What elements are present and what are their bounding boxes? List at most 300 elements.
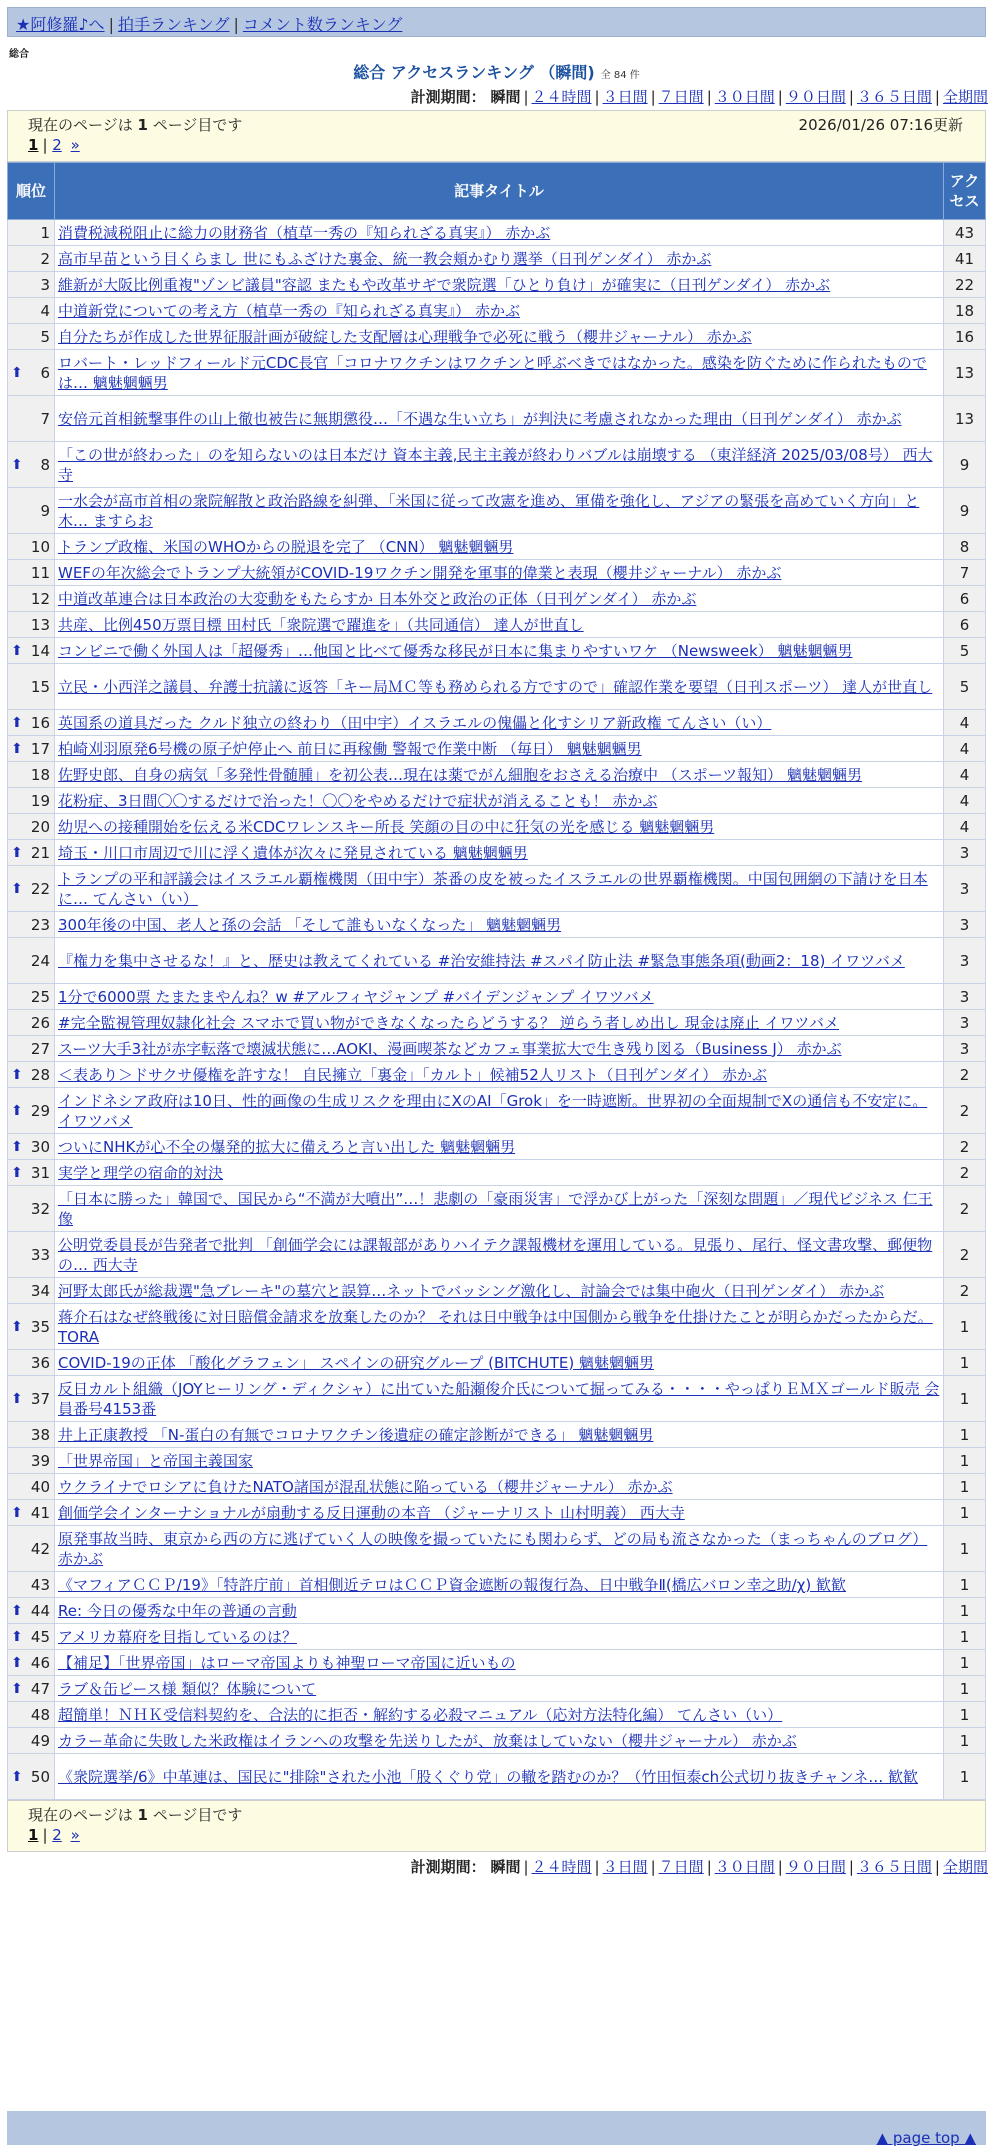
title-cell	[55, 1088, 944, 1134]
rank-number: 37	[30, 1389, 50, 1408]
rank-number: 13	[30, 615, 50, 634]
access-count: 3	[944, 984, 986, 1010]
table-row	[8, 488, 986, 534]
period-label: 計測期間：	[410, 88, 486, 106]
period-link-30d[interactable]: ３０日間	[714, 1858, 775, 1876]
article-link[interactable]: 創価学会インターナショナルが扇動する反日運動の本音 （ジャーナリスト 山村明義） 西大寺	[58, 1503, 685, 1522]
article-link[interactable]: 中道改革連合は日本政治の大変動をもたらすか 日本外交と政治の正体（日刊ゲンダイ） 赤かぶ	[58, 589, 697, 608]
article-link[interactable]: 安倍元首相銃撃事件の山上徹也被告に無期懲役…「不遇な生い立ち」が判決に考慮されなかった理由（日刊ゲンダイ） 赤かぶ	[58, 409, 902, 428]
rank-cell	[8, 220, 55, 246]
access-count: 3	[944, 912, 986, 938]
pager-page-2[interactable]: 2	[52, 136, 62, 154]
col-rank: 順位	[8, 163, 55, 220]
table-row	[8, 1422, 986, 1448]
table-row	[8, 1728, 986, 1754]
article-link[interactable]: 井上正康教授 「N-蛋白の有無でコロナワクチン後遺症の確定診断ができる」 魑魅魍魎男	[58, 1425, 654, 1444]
access-count: 1	[944, 1474, 986, 1500]
table-row	[8, 1278, 986, 1304]
rank-number: 8	[40, 455, 50, 474]
period-link-3d[interactable]: ３日間	[602, 88, 648, 106]
page-info-bottom	[7, 1800, 986, 1852]
title-cell	[55, 612, 944, 638]
rank-number: 34	[30, 1281, 50, 1300]
period-selector-top: 計測期間： 瞬間 | ２４時間 | ３日間 | ７日間 | ３０日間 | ９０日間 | ３６５日間 | 全期間	[410, 88, 988, 106]
rank-number: 39	[30, 1451, 50, 1470]
rank-number: 10	[30, 537, 50, 556]
rank-cell	[8, 866, 55, 912]
up-arrow-icon: ⬆	[11, 1680, 23, 1697]
rank-number: 45	[30, 1627, 50, 1646]
article-link[interactable]: ウクライナでロシアに負けたNATO諸国が混乱状態に陥っている（櫻井ジャーナル） 赤かぶ	[58, 1477, 673, 1496]
table-row	[8, 1186, 986, 1232]
rank-cell	[8, 984, 55, 1010]
title-cell	[55, 396, 944, 442]
access-count: 16	[944, 324, 986, 350]
page-status-num: 1	[137, 1806, 148, 1824]
rank-number: 4	[40, 301, 50, 320]
pager-current: 1	[28, 1826, 39, 1844]
table-row	[8, 246, 986, 272]
rank-number: 26	[30, 1013, 50, 1032]
article-link[interactable]: 【補足】「世界帝国」はローマ帝国よりも神聖ローマ帝国に近いもの	[58, 1653, 516, 1672]
pager-page-2[interactable]: 2	[52, 1826, 62, 1844]
table-row	[8, 324, 986, 350]
pager-next[interactable]: »	[70, 1826, 80, 1844]
table-row	[8, 912, 986, 938]
rank-number: 24	[30, 951, 50, 970]
rank-number: 42	[30, 1539, 50, 1558]
access-count: 18	[944, 298, 986, 324]
title-cell	[55, 220, 944, 246]
article-link[interactable]: 一水会が高市首相の衆院解散と政治路線を糾弾、「米国に従って改憲を進め、軍備を強化し、アジアの緊張を高めていく方向」と木… ますらお	[58, 491, 920, 530]
rank-cell	[8, 272, 55, 298]
access-count: 1	[944, 1624, 986, 1650]
article-link[interactable]: WEFの年次総会でトランプ大統領がCOVID-19ワクチン開発を軍事的偉業と表現（櫻井ジャーナル） 赤かぶ	[58, 563, 782, 582]
period-link-30d[interactable]: ３０日間	[714, 88, 775, 106]
page-status-num: 1	[137, 116, 148, 134]
up-arrow-icon: ⬆	[11, 1138, 23, 1155]
total-count: 全 84 件	[600, 70, 640, 81]
table-row	[8, 1304, 986, 1350]
article-link[interactable]: 『権力を集中させるな！』と、歴史は教えてくれている #治安維持法 #スパイ防止法 #緊急事態条項(動画2：18) イワツバメ	[58, 951, 905, 970]
page-top-link[interactable]: ▲ page top ▲	[876, 2129, 976, 2147]
rank-cell	[8, 1278, 55, 1304]
page-status-text: 現在のページは	[28, 116, 133, 134]
access-count: 1	[944, 1304, 986, 1350]
table-row	[8, 1448, 986, 1474]
page-status-suffix: ページ目です	[152, 116, 243, 134]
rank-cell	[8, 1754, 55, 1800]
table-row	[8, 1134, 986, 1160]
rank-cell	[8, 442, 55, 488]
access-count: 7	[944, 560, 986, 586]
table-row	[8, 586, 986, 612]
breadcrumb: 総合	[9, 49, 29, 60]
access-count: 4	[944, 814, 986, 840]
title-cell	[55, 488, 944, 534]
article-link[interactable]: 蒋介石はなぜ終戦後に対日賠償金請求を放棄したのか？ それは日中戦争は中国側から戦争を仕掛けたことが明らかだったからだ。 TORA	[58, 1307, 933, 1346]
article-link[interactable]: 立民・小西洋之議員、弁護士抗議に返答「キー局ＭＣ等も務められる方ですので」確認作業を要望（日刊スポーツ） 達人が世直し	[58, 677, 933, 696]
article-link[interactable]: 消費税減税阻止に総力の財務省（植草一秀の『知られざる真実』） 赤かぶ	[58, 223, 551, 242]
article-link[interactable]: ＜表あり＞ドサクサ優権を許すな！ 自民擁立「裏金」「カルト」候補52人リスト（日刊ゲンダイ） 赤かぶ	[58, 1065, 768, 1084]
rank-cell	[8, 1134, 55, 1160]
pager-top: 1 | 2 »	[28, 136, 80, 154]
article-link[interactable]: カラー革命に失敗した米政権はイランへの攻撃を先送りしたが、放棄はしていない（櫻井ジャーナル） 赤かぶ	[58, 1731, 797, 1750]
rank-cell	[8, 814, 55, 840]
rank-number: 16	[30, 713, 50, 732]
pager-current: 1	[28, 136, 39, 154]
up-arrow-icon: ⬆	[11, 1504, 23, 1521]
table-row	[8, 1474, 986, 1500]
table-row	[8, 1676, 986, 1702]
period-link-24h[interactable]: ２４時間	[531, 1858, 592, 1876]
table-row	[8, 1160, 986, 1186]
access-count: 1	[944, 1702, 986, 1728]
rank-number: 28	[30, 1065, 50, 1084]
table-row	[8, 220, 986, 246]
table-row	[8, 1376, 986, 1422]
access-count: 1	[944, 1526, 986, 1572]
rank-cell	[8, 1304, 55, 1350]
access-count: 1	[944, 1598, 986, 1624]
article-link[interactable]: 300年後の中国、老人と孫の会話 「そして誰もいなくなった」 魑魅魍魎男	[58, 915, 562, 934]
title-cell	[55, 984, 944, 1010]
up-arrow-icon: ⬆	[11, 456, 23, 473]
access-count: 2	[944, 1062, 986, 1088]
table-row	[8, 736, 986, 762]
access-count: 2	[944, 1186, 986, 1232]
title-cell	[55, 586, 944, 612]
table-row	[8, 534, 986, 560]
rank-cell	[8, 1572, 55, 1598]
rank-cell	[8, 324, 55, 350]
article-link[interactable]: 佐野史郎、自身の病気「多発性骨髄腫」を初公表…現在は薬でがん細胞をおさえる治療中 （スポーツ報知） 魑魅魍魎男	[58, 765, 862, 784]
access-count: 1	[944, 1422, 986, 1448]
article-link[interactable]: 共産、比例450万票目標 田村氏「衆院選で躍進を」（共同通信） 達人が世直し	[58, 615, 584, 634]
pager-next[interactable]: »	[70, 136, 80, 154]
ranking-table	[7, 162, 986, 1800]
table-row	[8, 442, 986, 488]
article-link[interactable]: 埼玉・川口市周辺で川に浮く遺体が次々に発見されている 魑魅魍魎男	[58, 843, 528, 862]
table-row	[8, 396, 986, 442]
title-cell	[55, 1376, 944, 1422]
access-count: 4	[944, 736, 986, 762]
article-link[interactable]: コンビニで働く外国人は「超優秀」…他国と比べて優秀な移民が日本に集まりやすいワケ （Newsweek） 魑魅魍魎男	[58, 641, 853, 660]
rank-cell	[8, 1448, 55, 1474]
article-link[interactable]: 高市早苗という目くらまし 世にもふざけた裏金、統一教会頬かむり選挙（日刊ゲンダイ） 赤かぶ	[58, 249, 712, 268]
period-link-3d[interactable]: ３日間	[602, 1858, 648, 1876]
article-link[interactable]: ついにNHKが心不全の爆発的拡大に備えろと言い出した 魑魅魍魎男	[58, 1137, 516, 1156]
rank-cell	[8, 1186, 55, 1232]
title-cell	[55, 1754, 944, 1800]
access-count: 1	[944, 1350, 986, 1376]
article-link[interactable]: 1分で6000票 たまたまやんね？w #アルフィヤジャンプ #バイデンジャンプ イワツバメ	[58, 987, 654, 1006]
article-link[interactable]: 自分たちが作成した世界征服計画が破綻した支配層は心理戦争で必死に戦う（櫻井ジャーナル） 赤かぶ	[58, 327, 752, 346]
article-link[interactable]: スーツ大手3社が赤字転落で壊滅状態に…AOKI、漫画喫茶などカフェ事業拡大で生き残り図る（Business J） 赤かぶ	[58, 1039, 842, 1058]
up-arrow-icon: ⬆	[11, 714, 23, 731]
table-row	[8, 1624, 986, 1650]
up-arrow-icon: ⬆	[11, 364, 23, 381]
table-row	[8, 664, 986, 710]
rank-number: 21	[30, 843, 50, 862]
title-cell	[55, 664, 944, 710]
rank-number: 32	[30, 1199, 50, 1218]
rank-cell	[8, 1160, 55, 1186]
article-link[interactable]: 原発事故当時、東京から西の方に逃げていく人の映像を撮っていたにも関わらず、どの局も流さなかった（まっちゃんのブログ） 赤かぶ	[58, 1529, 928, 1568]
table-row	[8, 1572, 986, 1598]
page-status-text: 現在のページは	[28, 1806, 133, 1824]
title-cell	[55, 1624, 944, 1650]
title-cell	[55, 762, 944, 788]
title-cell	[55, 1728, 944, 1754]
title-cell	[55, 1010, 944, 1036]
access-count: 1	[944, 1500, 986, 1526]
rank-number: 29	[30, 1101, 50, 1120]
rank-cell	[8, 1598, 55, 1624]
period-current: 瞬間	[490, 1858, 521, 1876]
title-cell	[55, 912, 944, 938]
article-link[interactable]: ラブ＆缶ピース様 類似？体験について	[58, 1679, 317, 1698]
table-row	[8, 1036, 986, 1062]
title-cell	[55, 1422, 944, 1448]
nav-link-comment-ranking[interactable]: コメント数ランキング	[242, 15, 403, 34]
period-link-365d[interactable]: ３６５日間	[856, 88, 932, 106]
article-link[interactable]: 河野太郎氏が総裁選"急ブレーキ"の墓穴と誤算…ネットでバッシング激化し、討論会では集中砲火（日刊ゲンダイ） 赤かぶ	[58, 1281, 885, 1300]
rank-number: 43	[30, 1575, 50, 1594]
title-cell	[55, 710, 944, 736]
access-count: 4	[944, 762, 986, 788]
title-cell	[55, 788, 944, 814]
rank-cell	[8, 788, 55, 814]
rank-number: 25	[30, 987, 50, 1006]
table-row	[8, 788, 986, 814]
rank-cell	[8, 1088, 55, 1134]
period-link-90d[interactable]: ９０日間	[785, 1858, 846, 1876]
title-cell	[55, 272, 944, 298]
period-link-7d[interactable]: ７日間	[658, 88, 704, 106]
access-count: 1	[944, 1448, 986, 1474]
up-arrow-icon: ⬆	[11, 740, 23, 757]
title-cell	[55, 938, 944, 984]
title-cell	[55, 350, 944, 396]
title-cell	[55, 1278, 944, 1304]
access-count: 3	[944, 1036, 986, 1062]
article-link[interactable]: 公明党委員長が告発者で批判 「創価学会には課報部がありハイテク課報機材を運用している。見張り、尾行、怪文書攻撃、郵便物の… 西大寺	[58, 1235, 933, 1274]
table-row	[8, 638, 986, 664]
article-link[interactable]: COVID-19の正体 「酸化グラフェン」 スペインの研究グループ (BITCHUTE) 魑魅魍魎男	[58, 1353, 654, 1372]
up-arrow-icon: ⬆	[11, 1390, 23, 1407]
access-count: 1	[944, 1754, 986, 1800]
title-cell	[55, 324, 944, 350]
rank-cell	[8, 560, 55, 586]
access-count: 8	[944, 534, 986, 560]
pager-bottom: 1 | 2 »	[28, 1826, 80, 1844]
up-arrow-icon: ⬆	[11, 880, 23, 897]
up-arrow-icon: ⬆	[11, 1628, 23, 1645]
article-link[interactable]: 超簡単！ＮＨＫ受信料契約を、合法的に拒否・解約する必殺マニュアル（応対方法特化編） てんさい（い）	[58, 1705, 783, 1724]
page-title	[0, 60, 993, 83]
rank-number: 19	[30, 791, 50, 810]
title-cell	[55, 1598, 944, 1624]
access-count: 2	[944, 1278, 986, 1304]
table-row	[8, 1062, 986, 1088]
up-arrow-icon: ⬆	[11, 1318, 23, 1335]
rank-number: 7	[40, 409, 50, 428]
access-count: 2	[944, 1134, 986, 1160]
rank-cell	[8, 1422, 55, 1448]
title-cell	[55, 736, 944, 762]
access-count: 1	[944, 1572, 986, 1598]
title-cell	[55, 1134, 944, 1160]
rank-number: 17	[30, 739, 50, 758]
title-cell	[55, 1676, 944, 1702]
nav-link-applause-ranking[interactable]: 拍手ランキング	[117, 15, 230, 34]
period-link-24h[interactable]: ２４時間	[531, 88, 592, 106]
period-link-365d[interactable]: ３６５日間	[856, 1858, 932, 1876]
title-cell	[55, 298, 944, 324]
article-link[interactable]: #完全監視管理奴隷化社会 スマホで買い物ができなくなったらどうする？ 逆らう者しめ出し 現金は廃止 イワツバメ	[58, 1013, 840, 1032]
page-title-text: 総合 アクセスランキング （瞬間)	[353, 63, 595, 82]
rank-number: 49	[30, 1731, 50, 1750]
rank-cell	[8, 1062, 55, 1088]
access-count: 2	[944, 1232, 986, 1278]
access-count: 3	[944, 1010, 986, 1036]
period-link-all[interactable]: 全期間	[942, 88, 988, 106]
access-count: 1	[944, 1676, 986, 1702]
rank-cell	[8, 1350, 55, 1376]
table-row	[8, 272, 986, 298]
article-link[interactable]: ロバート・レッドフィールド元CDC長官「コロナワクチンはワクチンと呼ぶべきではなかった。感染を防ぐために作られたものでは… 魑魅魍魎男	[58, 353, 927, 392]
rank-number: 44	[30, 1601, 50, 1620]
col-title: 記事タイトル	[55, 163, 944, 220]
article-link[interactable]: 幼児への接種開始を伝える米CDCワレンスキー所長 笑顔の目の中に狂気の光を感じる 魑魅魍魎男	[58, 817, 715, 836]
up-arrow-icon: ⬆	[11, 844, 23, 861]
title-cell	[55, 1572, 944, 1598]
title-cell	[55, 246, 944, 272]
article-link[interactable]: 英国系の道具だった クルド独立の終わり（田中宇）イスラエルの傀儡と化すシリア新政権 てんさい（い）	[58, 713, 772, 732]
period-link-all[interactable]: 全期間	[942, 1858, 988, 1876]
period-current: 瞬間	[490, 88, 521, 106]
rank-cell	[8, 710, 55, 736]
rank-number: 47	[30, 1679, 50, 1698]
rank-number: 14	[30, 641, 50, 660]
article-link[interactable]: 中道新党についての考え方（植草一秀の『知られざる真実』） 赤かぶ	[58, 301, 520, 320]
table-row	[8, 1526, 986, 1572]
article-link[interactable]: Re: 今日の優秀な中年の普通の言動	[58, 1601, 297, 1620]
rank-cell	[8, 396, 55, 442]
title-cell	[55, 560, 944, 586]
period-selector-bottom: 計測期間： 瞬間 | ２４時間 | ３日間 | ７日間 | ３０日間 | ９０日間 | ３６５日間 | 全期間	[410, 1858, 988, 1876]
access-count: 3	[944, 840, 986, 866]
table-row	[8, 298, 986, 324]
rank-cell	[8, 1036, 55, 1062]
period-link-7d[interactable]: ７日間	[658, 1858, 704, 1876]
article-link[interactable]: 柏崎刈羽原発6号機の原子炉停止へ 前日に再稼働 警報で作業中断 （毎日） 魑魅魍魎男	[58, 739, 642, 758]
up-arrow-icon: ⬆	[11, 1066, 23, 1083]
table-row	[8, 1650, 986, 1676]
access-count: 3	[944, 866, 986, 912]
rank-number: 3	[40, 275, 50, 294]
table-row	[8, 1500, 986, 1526]
article-link[interactable]: アメリカ幕府を目指しているのは？	[58, 1627, 297, 1646]
nav-link-home[interactable]: ★阿修羅♪へ	[16, 15, 105, 34]
article-link[interactable]: 《衆院選挙/6》中革連は、国民に"排除"された小池「股くぐり党」の轍を踏むのか？（竹田恒泰ch公式切り抜きチャンネ… 歓歓	[58, 1767, 919, 1786]
table-row	[8, 1598, 986, 1624]
title-cell	[55, 534, 944, 560]
article-link[interactable]: 維新が大阪比例重複"ゾンビ議員"容認 またもや改革サギで衆院選「ひとり負け」が確実に（日刊ゲンダイ） 赤かぶ	[58, 275, 831, 294]
table-row	[8, 1350, 986, 1376]
table-row	[8, 1754, 986, 1800]
up-arrow-icon: ⬆	[11, 1768, 23, 1785]
rank-number: 11	[30, 563, 50, 582]
title-cell	[55, 1650, 944, 1676]
rank-cell	[8, 762, 55, 788]
article-link[interactable]: インドネシア政府は10日、性的画像の生成リスクを理由にXのAI「Grok」を一時遮断。世界初の全面規制でXの通信も不安定に。 イワツバメ	[58, 1091, 928, 1130]
rank-cell	[8, 1376, 55, 1422]
rank-cell	[8, 912, 55, 938]
rank-cell	[8, 350, 55, 396]
rank-number: 18	[30, 765, 50, 784]
access-count: 6	[944, 586, 986, 612]
period-link-90d[interactable]: ９０日間	[785, 88, 846, 106]
title-cell	[55, 442, 944, 488]
rank-number: 9	[40, 501, 50, 520]
article-link[interactable]: 実学と理学の宿命的対決	[58, 1163, 224, 1182]
table-row	[8, 1702, 986, 1728]
rank-cell	[8, 1624, 55, 1650]
rank-cell	[8, 638, 55, 664]
rank-cell	[8, 736, 55, 762]
rank-number: 1	[40, 223, 50, 242]
rank-cell	[8, 1702, 55, 1728]
rank-number: 48	[30, 1705, 50, 1724]
title-cell	[55, 1350, 944, 1376]
up-arrow-icon: ⬆	[11, 1654, 23, 1671]
top-nav-bar: ★阿修羅♪へ | 拍手ランキング | コメント数ランキング	[7, 7, 986, 37]
page-status	[28, 115, 965, 135]
article-link[interactable]: 反日カルト組織（JOYヒーリング・ディクシャ）に出ていた船瀬俊介氏について掘ってみる・・・・やっぱりＥＭＸゴールド販売 会員番号4153番	[58, 1379, 940, 1418]
rank-cell	[8, 840, 55, 866]
article-link[interactable]: 「この世が終わった」のを知らないのは日本だけ 資本主義,民主主義が終わりバブルは崩壊する （東洋経済 2025/03/08号） 西大寺	[58, 445, 933, 484]
access-count: 2	[944, 1088, 986, 1134]
access-count: 22	[944, 272, 986, 298]
title-cell	[55, 1448, 944, 1474]
title-cell	[55, 1304, 944, 1350]
rank-cell	[8, 488, 55, 534]
article-link[interactable]: トランプの平和評議会はイスラエル覇権機関（田中宇）茶番の皮を被ったイスラエルの世界覇権機関。中国包囲網の下請けを日本に… てんさい（い）	[58, 869, 928, 908]
title-cell	[55, 1186, 944, 1232]
rank-cell	[8, 534, 55, 560]
table-row	[8, 984, 986, 1010]
article-link[interactable]: 花粉症、3日間〇〇するだけで治った！〇〇をやめるだけで症状が消えることも！ 赤かぶ	[58, 791, 658, 810]
up-arrow-icon: ⬆	[11, 1102, 23, 1119]
period-label: 計測期間：	[410, 1858, 486, 1876]
title-cell	[55, 866, 944, 912]
table-row	[8, 1088, 986, 1134]
access-count: 41	[944, 246, 986, 272]
article-link[interactable]: 「世界帝国」と帝国主義国家	[58, 1451, 254, 1470]
rank-cell	[8, 246, 55, 272]
article-link[interactable]: 《マフィアＣＣＰ/19》「特許庁前」首相側近テロはＣＣＰ資金遮断の報復行為、日中戦争Ⅱ(橋広バロン幸之助/χ) 歓歓	[58, 1575, 847, 1594]
article-link[interactable]: 「日本に勝った」韓国で、国民から“不満が大噴出”…！悲劇の「豪雨災害」で浮かび上がった「深刻な問題」／現代ビジネス 仁王像	[58, 1189, 933, 1228]
up-arrow-icon: ⬆	[11, 1602, 23, 1619]
access-count: 2	[944, 1160, 986, 1186]
rank-number: 2	[40, 249, 50, 268]
article-link[interactable]: トランプ政権、米国のWHOからの脱退を完了 （CNN） 魑魅魍魎男	[58, 537, 514, 556]
access-count: 1	[944, 1728, 986, 1754]
title-cell	[55, 638, 944, 664]
table-row	[8, 840, 986, 866]
